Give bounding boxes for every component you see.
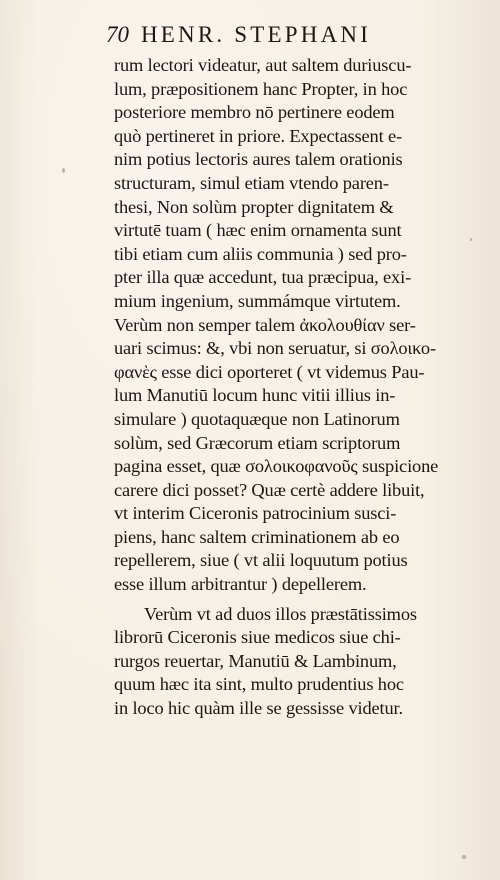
text-line: quò pertineret in priore. Expectassent e- — [114, 125, 402, 146]
text-line: vt interim Ciceronis patrocinium susci- — [114, 503, 397, 524]
paper-speck — [62, 168, 65, 173]
text-line: librorū Ciceronis siue medicos siue chi- — [114, 627, 401, 648]
text-line: simulare ) quotaquæque non Latinorum — [114, 408, 400, 429]
text-line: lum, præpositionem hanc Propter, in hoc — [114, 78, 408, 99]
text-line: mium ingenium, summámque virtutem. — [114, 290, 401, 311]
text-line: virtutē tuam ( hæc enim ornamenta sunt — [114, 220, 402, 241]
text-line: pagina esset, quæ σολοικοφανοῦς suspicione — [114, 456, 439, 477]
body-text — [114, 54, 472, 721]
paragraph-2 — [114, 603, 472, 721]
page-header — [106, 22, 486, 56]
text-line: in loco hic quàm ille se gessisse videtur. — [114, 698, 403, 719]
text-line: Verùm non semper talem ἀκολουθίαν ser- — [114, 314, 416, 335]
paper-speck — [462, 855, 466, 859]
text-line: quum hæc ita sint, multo prudentius hoc — [114, 674, 404, 695]
text-line: rum lectori videatur, aut saltem duriuscu- — [114, 55, 412, 75]
text-line: rurgos reuertar, Manutiū & Lambinum, — [114, 650, 397, 671]
text-line: tibi etiam cum aliis communia ) sed pro- — [114, 243, 407, 264]
text-line: repellerem, siue ( vt alii loquutum potius — [114, 550, 408, 571]
text-line: thesi, Non solùm propter dignitatem & — [114, 196, 394, 217]
running-head: HENR. STEPHANI — [141, 22, 372, 47]
text-line: nim potius lectoris aures talem orationis — [114, 149, 403, 170]
paragraph-1 — [114, 54, 472, 597]
text-line: piens, hanc saltem criminationem ab eo — [114, 526, 400, 547]
text-line: lum Manutiū locum hunc vitii illius in- — [114, 385, 396, 406]
text-line: φανὲς esse dici oporteret ( vt videmus Pau- — [114, 361, 425, 382]
text-line: esse illum arbitrantur ) depellerem. — [114, 574, 367, 595]
paper-speck — [470, 238, 472, 241]
text-line: posteriore membro nō pertinere eodem — [114, 102, 395, 123]
text-line: solùm, sed Græcorum etiam scriptorum — [114, 432, 401, 453]
text-line: structuram, simul etiam vtendo paren- — [114, 172, 389, 193]
text-line: Verùm vt ad duos illos præstātissimos — [144, 603, 417, 624]
text-line: carere dici posset? Quæ certè addere libuit, — [114, 479, 425, 500]
text-line: uari scimus: &, vbi non seruatur, si σολοικο- — [114, 338, 436, 359]
text-line: pter illa quæ accedunt, tua præcipua, exi- — [114, 267, 412, 288]
page-number: 70 — [106, 22, 129, 47]
